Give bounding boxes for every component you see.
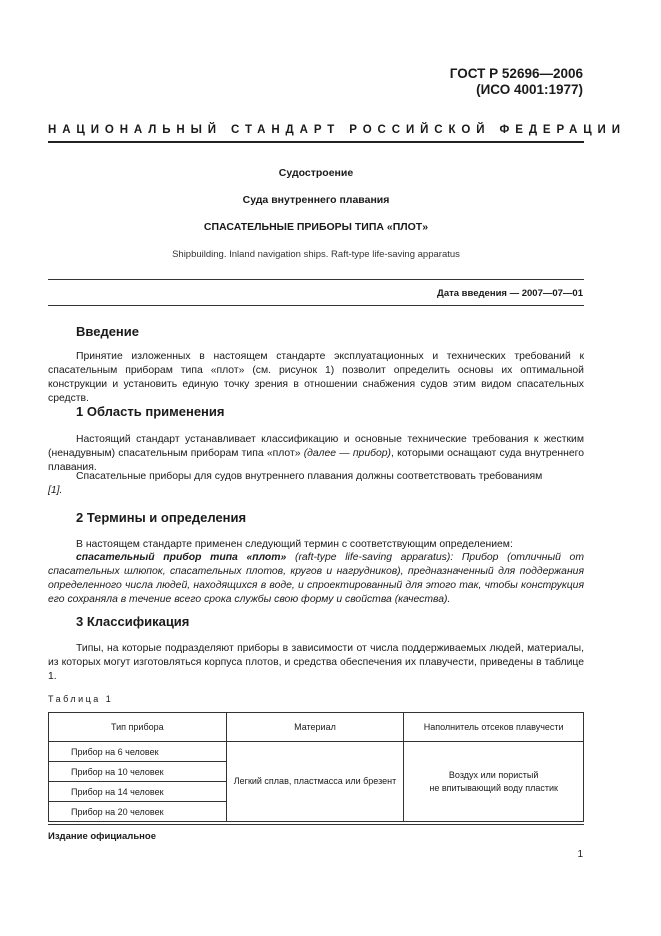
official-edition: Издание официальное	[48, 831, 156, 842]
introduction-heading: Введение	[76, 324, 139, 339]
section-2-heading: 2 Термины и определения	[76, 510, 247, 525]
table-header-row	[49, 713, 584, 742]
filler-cell: Воздух или пористый не впитывающий воду пластик	[404, 742, 584, 822]
type-cell: Прибор на 6 человек	[49, 742, 227, 762]
introduction-text: Принятие изложенных в настоящем стандарте эксплуатационных и технических требований к спасательным приборам типа «плот» (см. рисунок 1) позволит определить основы их оптимальной конструкции и установить единую точку зрения в отношении снабжения судов этим видом спасательных средств.	[48, 351, 584, 404]
standard-number: ГОСТ Р 52696—2006	[449, 66, 583, 81]
header-type: Тип прибора	[49, 713, 227, 742]
classification-table	[48, 712, 584, 822]
footer-rule	[48, 824, 584, 825]
title-line-1: Судостроение	[278, 167, 354, 179]
table-row	[49, 742, 584, 762]
page-number: 1	[577, 849, 583, 860]
section-1-paragraph-2: Спасательные приборы для судов внутреннего плавания должны соответствовать требованиям [1].	[48, 471, 543, 496]
material-cell: Легкий сплав, пластмасса или брезент	[226, 742, 404, 822]
section-1-paragraph-1: Настоящий стандарт устанавливает классификацию и основные технические требования к жестким (ненадувным) спасательным приборам типа «плот» (далее — прибор), которыми оснащают суда внутреннего плавания.	[48, 434, 584, 473]
defined-term: спасательный прибор типа «плот»	[76, 552, 287, 563]
type-cell: Прибор на 20 человек	[49, 802, 227, 822]
section-2-definition	[48, 551, 584, 607]
section-1-heading: 1 Область применения	[76, 404, 225, 419]
term-definition: Прибор (отличный от спасательных шлюпок, спасательных плотов, кругов и нагрудников), предназначенный для поддержания определенного числа людей, находящихся в воде, и спроектированный для этого так, чтобы конструкция его сохраняла в течение всего срока службы свою форму и свойства (качества).	[48, 552, 584, 605]
header-material: Материал	[226, 713, 404, 742]
section-3-text: Типы, на которые подразделяют приборы в зависимости от числа поддерживаемых людей, материалы, из которых могут изготовляться корпуса плотов, и средства обеспечения их плавучести, приведены в таблице 1.	[48, 643, 584, 682]
table-label: Таблица 1	[48, 694, 114, 704]
type-cell: Прибор на 14 человек	[49, 782, 227, 802]
date-bottom-rule	[48, 305, 584, 306]
iso-reference: (ИСО 4001:1977)	[476, 82, 583, 97]
document-title: СПАСАТЕЛЬНЫЕ ПРИБОРЫ ТИПА «ПЛОТ»	[203, 221, 429, 233]
section-2-intro: В настоящем стандарте применен следующий термин с соответствующим определением:	[76, 539, 513, 550]
type-cell: Прибор на 10 человек	[49, 762, 227, 782]
national-standard-banner: НАЦИОНАЛЬНЫЙ СТАНДАРТ РОССИЙСКОЙ ФЕДЕРАЦИИ	[48, 124, 626, 136]
reference-1: [1].	[48, 485, 63, 496]
term-english: (raft-type life-saving apparatus):	[286, 552, 462, 563]
document-code	[450, 66, 583, 98]
header-rule	[48, 141, 584, 143]
date-top-rule	[48, 279, 584, 280]
header-filler: Наполнитель отсеков плавучести	[404, 713, 584, 742]
title-line-2: Суда внутреннего плавания	[242, 194, 390, 206]
english-title: Shipbuilding. Inland navigation ships. Raft-type life-saving apparatus	[172, 249, 460, 260]
section-3-heading: 3 Классификация	[76, 614, 190, 629]
introduction-date: Дата введения — 2007—07—01	[437, 288, 583, 299]
